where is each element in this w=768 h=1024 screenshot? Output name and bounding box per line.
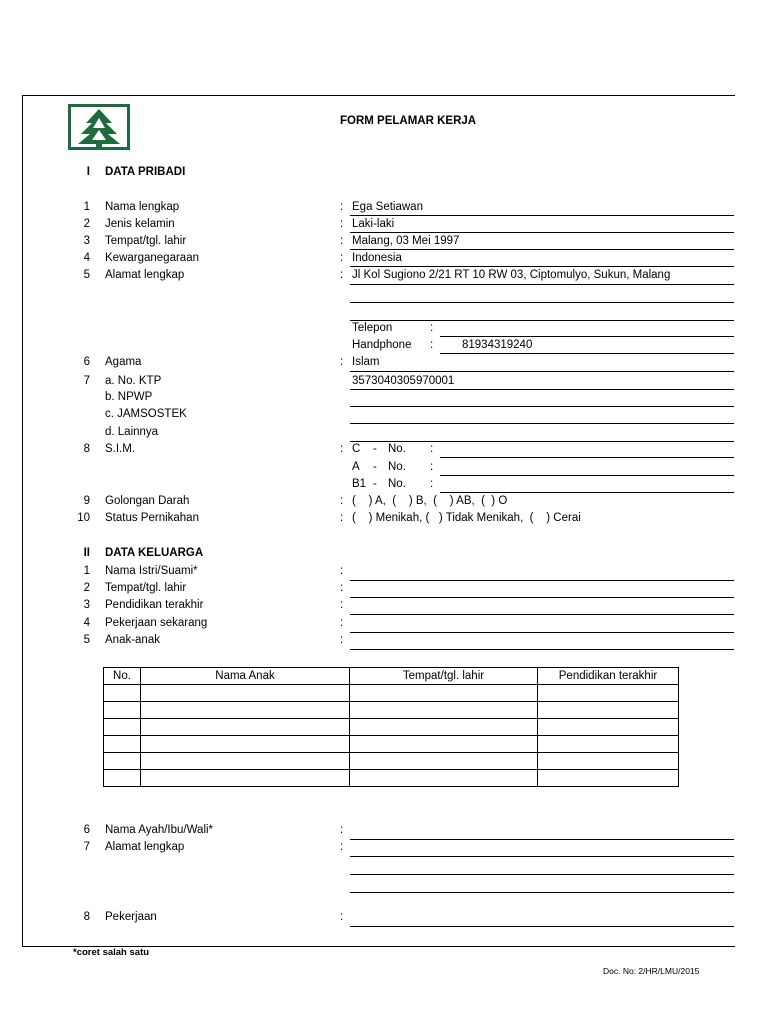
table-cell[interactable] [104,719,141,736]
sim-label: S.I.M. [105,443,136,455]
address-line-3[interactable] [350,320,734,321]
document-number: Doc. No: 2/HR/LMU/2015 [603,966,700,976]
telepon-label: Telepon [352,322,393,334]
table-cell[interactable] [141,753,350,770]
column-header-nama-anak: Nama Anak [141,668,350,685]
field-colon: : [340,201,344,213]
sim-type: A [352,461,360,473]
sim-colon: : [430,461,434,473]
field-colon: : [340,565,344,577]
sim-colon: : [430,478,434,490]
sim-no-label: No. [388,461,406,473]
row-number: 8 [83,911,90,923]
parent-address-line-2[interactable] [350,874,734,875]
table-cell[interactable] [104,702,141,719]
sim-no-label: No. [388,478,406,490]
ktp-underline [350,389,734,390]
blood-type-options[interactable]: ( ) A, ( ) B, ( ) AB, ( ) O [352,495,508,507]
row-number: 7 [83,375,90,387]
address-line-2[interactable] [350,302,734,303]
telepon-underline [440,336,734,337]
field-underline [350,215,734,216]
section-number: I [86,166,90,178]
table-row [104,753,679,770]
table-cell[interactable] [350,719,538,736]
table-cell[interactable] [141,719,350,736]
field-colon: : [340,356,344,368]
row-number: 4 [83,617,90,629]
sim-colon: : [430,443,434,455]
field-label: Nama lengkap [105,201,180,213]
handphone-colon: : [430,339,434,351]
field-label: Kewarganegaraan [105,252,199,264]
table-cell[interactable] [104,685,141,702]
field-colon: : [340,617,344,629]
company-logo-icon [68,104,130,150]
jamsostek-underline[interactable] [350,423,734,424]
table-cell[interactable] [104,770,141,787]
table-row [104,685,679,702]
row-number: 3 [83,235,90,247]
table-header-row [104,668,679,685]
field-value[interactable]: Indonesia [352,252,402,264]
column-header-tempat-tgl-lahir: Tempat/tgl. lahir [350,668,538,685]
table-row [104,736,679,753]
field-label: Nama Istri/Suami* [105,565,198,577]
field-underline[interactable] [350,926,734,927]
sim-dash: - [373,443,377,455]
ktp-value[interactable]: 3573040305970001 [352,375,455,387]
field-label: Alamat lengkap [105,841,185,853]
sim-colon: : [340,443,344,455]
ktp-label: a. No. KTP [105,375,162,387]
field-label: Pekerjaan [105,911,157,923]
table-cell[interactable] [538,770,679,787]
row-number: 2 [83,582,90,594]
field-underline[interactable] [350,856,734,857]
field-underline[interactable] [350,597,734,598]
npwp-underline[interactable] [350,406,734,407]
row-number: 1 [83,565,90,577]
field-colon: : [340,634,344,646]
table-cell[interactable] [538,685,679,702]
row-number: 8 [83,443,90,455]
table-cell[interactable] [141,685,350,702]
field-label: Tempat/tgl. lahir [105,582,187,594]
section-heading: DATA PRIBADI [105,166,186,178]
table-cell[interactable] [350,753,538,770]
row-number: 10 [77,512,90,524]
field-label: Alamat lengkap [105,269,185,281]
field-underline[interactable] [350,649,734,650]
row-number: 2 [83,218,90,230]
row-number: 5 [83,269,90,281]
sim-number-field[interactable] [440,457,734,458]
field-value[interactable]: Jl Kol Sugiono 2/21 RT 10 RW 03, Ciptomulyo, Sukun, Malang [352,269,671,281]
section-number: II [83,547,90,559]
sim-type: C [352,443,361,455]
form-title: FORM PELAMAR KERJA [340,115,477,127]
field-colon: : [340,582,344,594]
field-label: Jenis kelamin [105,218,175,230]
field-underline [350,266,734,267]
jamsostek-label: c. JAMSOSTEK [105,408,187,420]
children-table [103,667,679,787]
field-colon: : [340,911,344,923]
marital-status-options[interactable]: ( ) Menikah, ( ) Tidak Menikah, ( ) Cerai [352,512,581,524]
table-row [104,770,679,787]
row-number: 7 [83,841,90,853]
table-cell[interactable] [350,685,538,702]
table-cell[interactable] [538,753,679,770]
row-number: 5 [83,634,90,646]
telepon-colon: : [430,322,434,334]
field-underline [350,371,734,372]
handphone-value[interactable]: 81934319240 [462,339,533,351]
field-value[interactable]: Ega Setiawan [352,201,423,213]
field-value[interactable]: Malang, 03 Mei 1997 [352,235,460,247]
row-number: 6 [83,356,90,368]
status-label: Status Pernikahan [105,512,199,524]
handphone-label: Handphone [352,339,412,351]
row-number: 9 [83,495,90,507]
table-cell[interactable] [141,736,350,753]
table-cell[interactable] [350,702,538,719]
handphone-underline [440,353,734,354]
footnote: *coret salah satu [73,947,150,958]
field-colon: : [340,841,344,853]
field-underline[interactable] [350,839,734,840]
table-cell[interactable] [104,753,141,770]
table-cell[interactable] [141,702,350,719]
lainnya-underline[interactable] [350,441,734,442]
field-label: Tempat/tgl. lahir [105,235,187,247]
lainnya-label: d. Lainnya [105,426,159,438]
field-label: Nama Ayah/Ibu/Wali* [105,824,214,836]
table-cell[interactable] [141,770,350,787]
sim-number-field[interactable] [440,492,734,493]
table-cell[interactable] [104,736,141,753]
field-underline[interactable] [350,580,734,581]
column-header-no: No. [104,668,141,685]
sim-no-label: No. [388,443,406,455]
section-heading: DATA KELUARGA [105,547,204,559]
row-number: 1 [83,201,90,213]
field-label: Agama [105,356,142,368]
field-underline[interactable] [350,632,734,633]
field-underline [350,249,734,250]
sim-dash: - [373,478,377,490]
sim-number-field[interactable] [440,475,734,476]
table-cell[interactable] [538,702,679,719]
row-number: 6 [83,824,90,836]
field-colon: : [340,269,344,281]
field-label: Pendidikan terakhir [105,599,204,611]
parent-address-line-3[interactable] [350,892,734,893]
field-colon: : [340,235,344,247]
row-number: 3 [83,599,90,611]
row-number: 4 [83,252,90,264]
field-label: Pekerjaan sekarang [105,617,208,629]
field-underline [350,232,734,233]
table-row [104,702,679,719]
field-colon: : [340,218,344,230]
table-row [104,719,679,736]
field-value[interactable]: Laki-laki [352,218,395,230]
status-colon: : [340,512,344,524]
table-cell[interactable] [538,736,679,753]
field-colon: : [340,599,344,611]
field-value[interactable]: Islam [352,356,380,368]
field-underline [350,284,734,285]
npwp-label: b. NPWP [105,391,153,403]
field-colon: : [340,824,344,836]
field-underline[interactable] [350,614,734,615]
table-cell[interactable] [350,736,538,753]
table-cell[interactable] [538,719,679,736]
column-header-pendidikan: Pendidikan terakhir [538,668,679,685]
field-colon: : [340,252,344,264]
table-cell[interactable] [350,770,538,787]
sim-dash: - [373,461,377,473]
field-label: Anak-anak [105,634,160,646]
golongan-label: Golongan Darah [105,495,190,507]
sim-type: B1 [352,478,367,490]
golongan-colon: : [340,495,344,507]
